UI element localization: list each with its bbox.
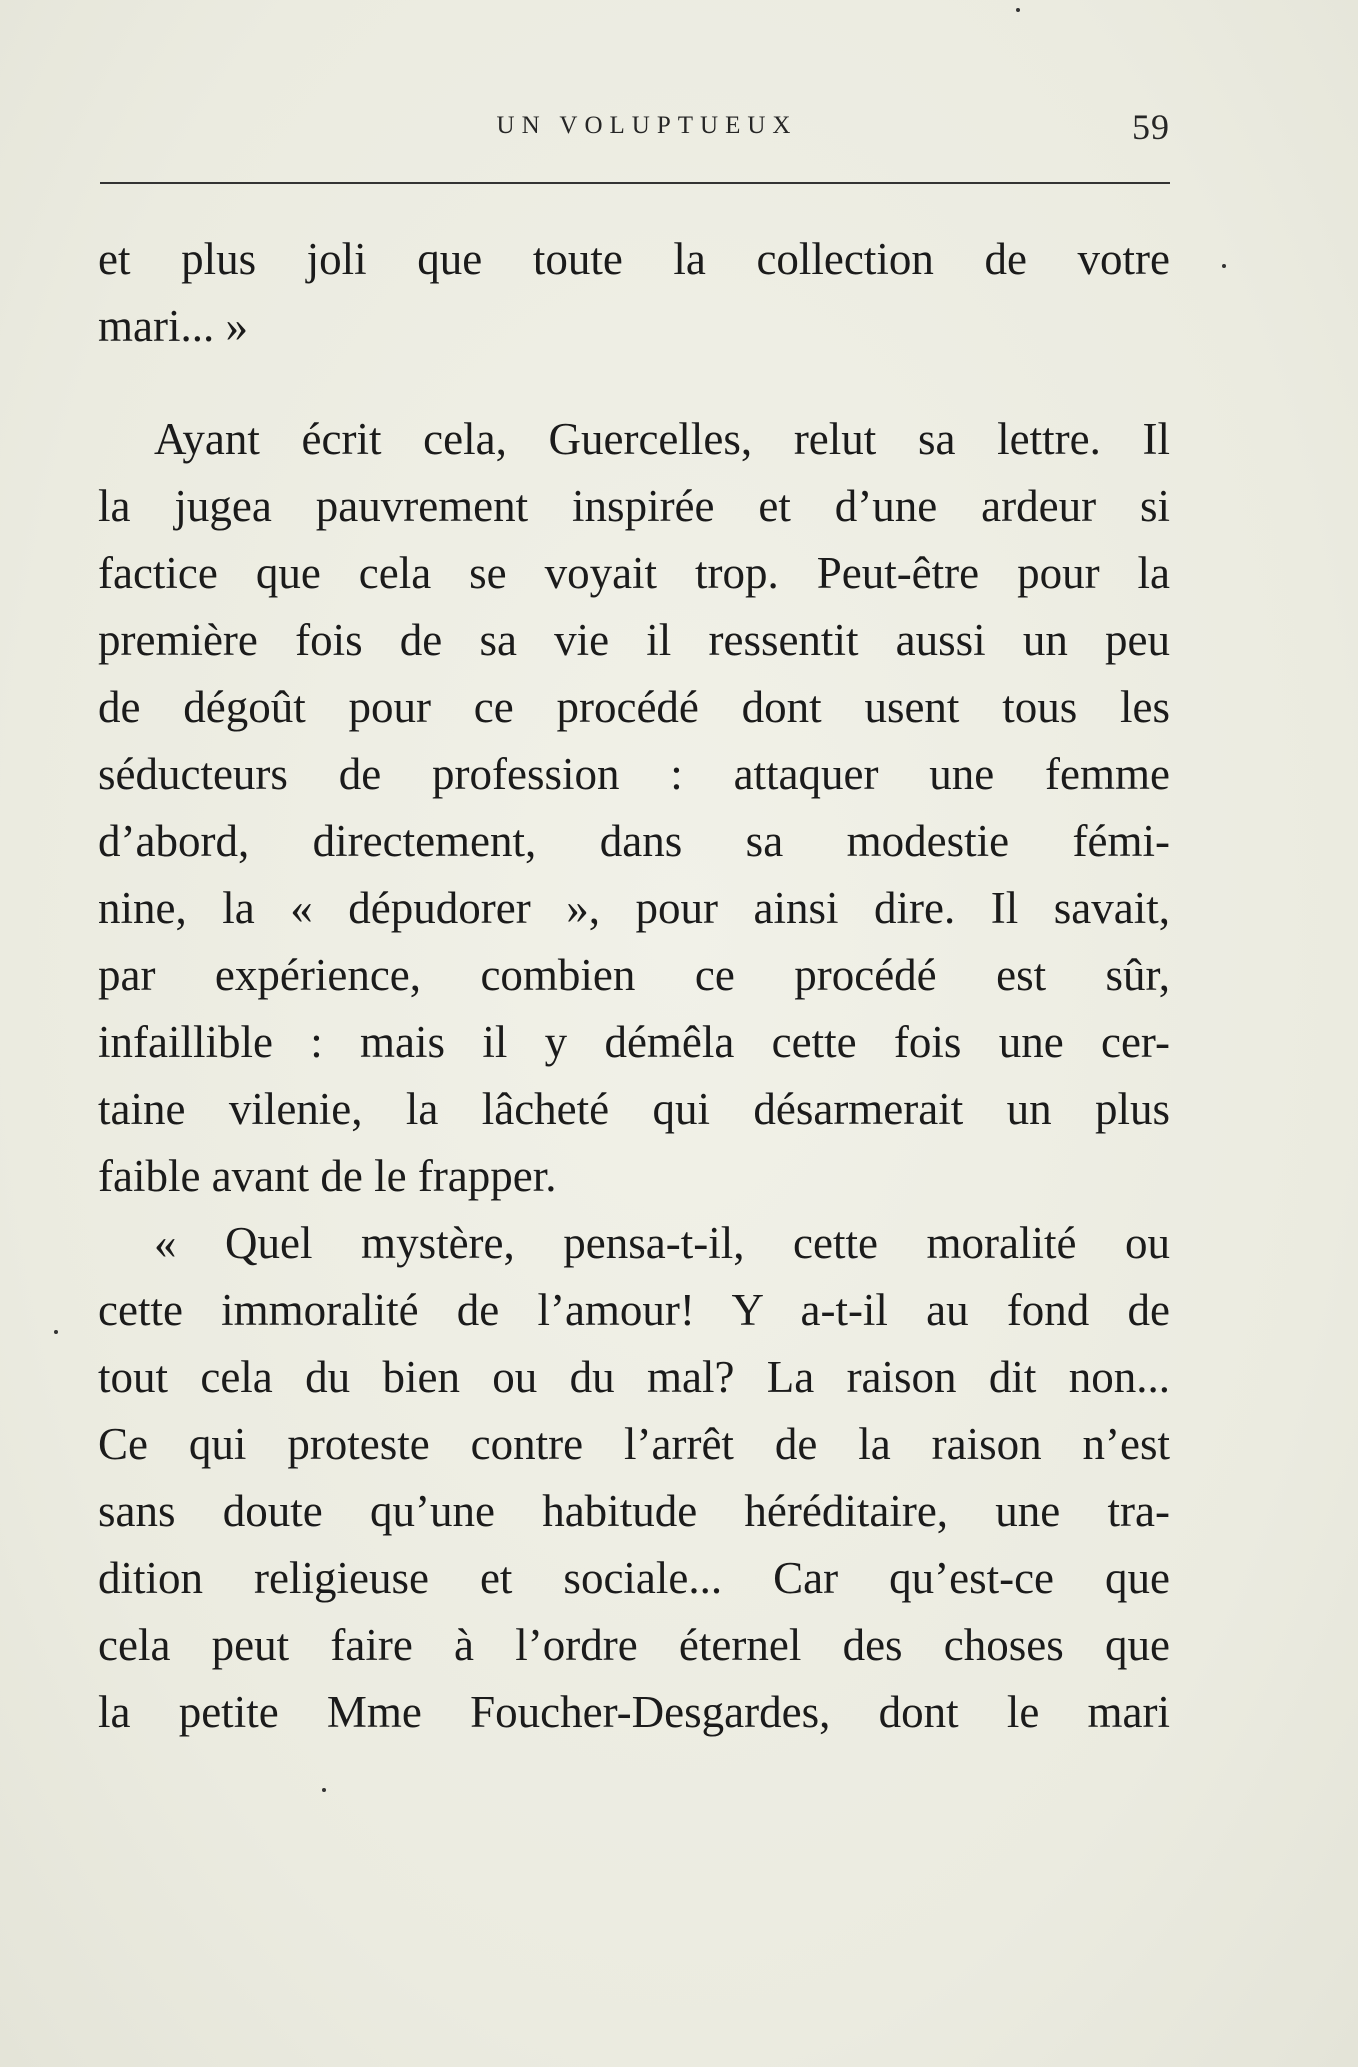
paragraph-1 (98, 226, 1170, 360)
ink-speck (1222, 264, 1226, 268)
text-line: factice que cela se voyait trop. Peut-être pour la (98, 548, 1170, 598)
text-line: faible avant de le frapper. (98, 1151, 557, 1201)
text-line: première fois de sa vie il ressentit aussi un peu (98, 615, 1170, 665)
text-line: de dégoût pour ce procédé dont usent tous les (98, 682, 1170, 732)
text-line: et plus joli que toute la collection de votre (98, 234, 1170, 284)
text-line: infaillible : mais il y démêla cette fois une cer- (98, 1017, 1170, 1067)
running-title: UN VOLUPTUEUX (496, 112, 798, 139)
text-line: mari... » (98, 301, 248, 351)
text-line: taine vilenie, la lâcheté qui désarmerait un plus (98, 1084, 1170, 1134)
paragraph-3 (98, 1210, 1170, 1746)
ink-speck (322, 1788, 326, 1792)
page-number: 59 (1132, 107, 1170, 147)
text-line: Ce qui proteste contre l’arrêt de la raison n’est (98, 1419, 1170, 1469)
text-line: la petite Mme Foucher-Desgardes, dont le mari (98, 1687, 1170, 1737)
paragraph-2 (98, 406, 1170, 1210)
text-line: d’abord, directement, dans sa modestie fémi- (98, 816, 1170, 866)
ink-speck (54, 1330, 58, 1334)
header-rule (100, 182, 1170, 184)
text-line: nine, la « dépudorer », pour ainsi dire. Il savait, (98, 883, 1170, 933)
text-line: sans doute qu’une habitude héréditaire, une tra- (98, 1486, 1170, 1536)
text-line: dition religieuse et sociale... Car qu’est-ce que (98, 1553, 1170, 1603)
text-line: la jugea pauvrement inspirée et d’une ardeur si (98, 481, 1170, 531)
body-text (98, 226, 1170, 1746)
text-line: cette immoralité de l’amour! Y a-t-il au fond de (98, 1285, 1170, 1335)
text-line: séducteurs de profession : attaquer une femme (98, 749, 1170, 799)
text-line: par expérience, combien ce procédé est sûr, (98, 950, 1170, 1000)
paragraph-gap (98, 360, 1170, 406)
text-line: cela peut faire à l’ordre éternel des choses que (98, 1620, 1170, 1670)
text-line: Ayant écrit cela, Guercelles, relut sa lettre. Il (154, 414, 1170, 464)
ink-speck (1016, 8, 1020, 12)
text-line: « Quel mystère, pensa-t-il, cette moralité ou (154, 1218, 1170, 1268)
running-head (100, 107, 1170, 152)
text-line: tout cela du bien ou du mal? La raison dit non... (98, 1352, 1170, 1402)
